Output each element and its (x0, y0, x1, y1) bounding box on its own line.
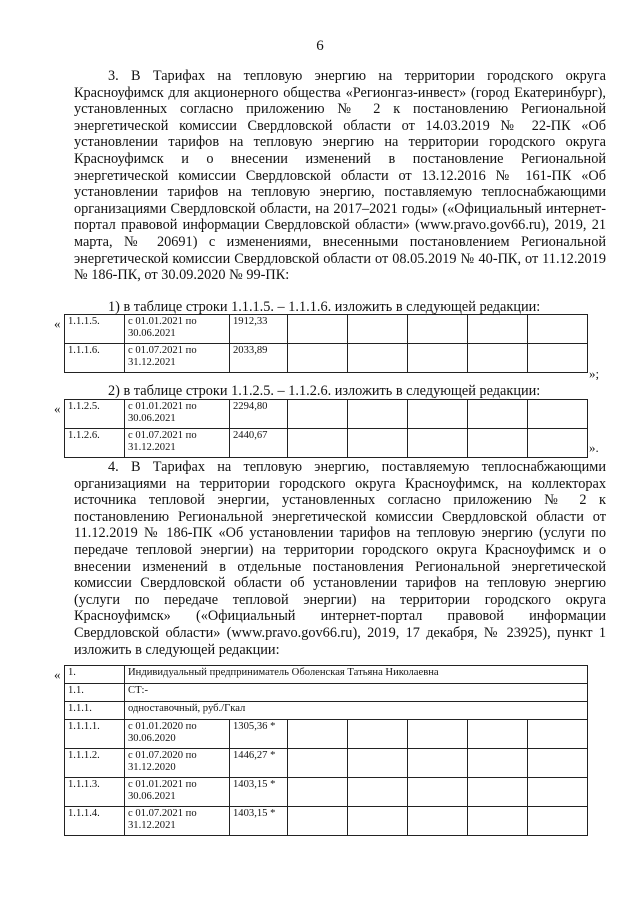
empty-cell (468, 315, 528, 344)
empty-cell (408, 429, 468, 458)
empty-cell (288, 315, 348, 344)
empty-cell (348, 720, 408, 749)
quote-open-3: « (54, 667, 61, 682)
empty-cell (288, 807, 348, 836)
row-period: с 01.01.2021 по 30.06.2021 (125, 400, 230, 429)
row-number: 1.1.2.5. (65, 400, 125, 429)
empty-cell (468, 807, 528, 836)
table-header-row (65, 684, 588, 702)
row-number: 1.1.1.5. (65, 315, 125, 344)
table-header-row (65, 666, 588, 684)
table-header-row (65, 702, 588, 720)
empty-cell (468, 429, 528, 458)
row-value: 1403,15 * (230, 807, 288, 836)
row-number: 1.1.1.1. (65, 720, 125, 749)
row-number: 1.1.2.6. (65, 429, 125, 458)
quote-open-2: « (54, 401, 61, 416)
empty-cell (348, 400, 408, 429)
row-number: 1. (65, 666, 125, 684)
empty-cell (468, 400, 528, 429)
empty-cell (408, 807, 468, 836)
empty-cell (528, 315, 588, 344)
row-number: 1.1.1. (65, 702, 125, 720)
empty-cell (408, 749, 468, 778)
empty-cell (288, 429, 348, 458)
quote-close-2: ». (589, 440, 599, 455)
row-value: 2033,89 (230, 344, 288, 373)
empty-cell (288, 778, 348, 807)
row-value: 1305,36 * (230, 720, 288, 749)
paragraph-4 (74, 459, 606, 658)
row-heading: одноставочный, руб./Гкал (125, 702, 588, 720)
table-row (65, 720, 588, 749)
quote-close-1: »; (589, 366, 600, 381)
item-1: 1) в таблице строки 1.1.1.5. – 1.1.1.6. изложить в следующей редакции: (108, 299, 541, 315)
row-period: с 01.07.2020 по 31.12.2020 (125, 749, 230, 778)
row-period: с 01.07.2021 по 31.12.2021 (125, 429, 230, 458)
table-row (65, 344, 588, 373)
empty-cell (528, 400, 588, 429)
item-2: 2) в таблице строки 1.1.2.5. – 1.1.2.6. изложить в следующей редакции: (108, 383, 541, 399)
page-number: 6 (316, 38, 324, 54)
row-number: 1.1.1.2. (65, 749, 125, 778)
tariff-table-1 (64, 314, 588, 373)
row-number: 1.1.1.6. (65, 344, 125, 373)
empty-cell (288, 720, 348, 749)
empty-cell (408, 720, 468, 749)
quote-open-1: « (54, 316, 61, 331)
paragraph-4-text: 4. В Тарифах на тепловую энергию, поставляемую теплоснабжающими организациями на территории городского округа Красноуфимск, на коллекторах источника тепловой энергии, установленных согласно приложению № 2 к постановлению Региональной энергетической комиссии Свердловской области от 11.12.2019 № 186-ПК «Об установлении тарифов на тепловую энергию (услуги по передаче тепловой энергии) на территории городского округа Красноуфимск и о внесении изменений в отдельные постановления Региональной энергетической комиссии Свердловской области об установлении тарифов на тепловую энергию (услуги по передаче тепловой энергии) на территории городского округа Красноуфимск» («Официальный интернет-портал правовой информации Свердловской области» (www.pravo.gov66.ru), 2019, 17 декабря, № 23925), пункт 1 изложить в следующей редакции: (74, 459, 606, 658)
empty-cell (528, 344, 588, 373)
empty-cell (348, 807, 408, 836)
row-value: 1446,27 * (230, 749, 288, 778)
tariff-table-3 (64, 665, 588, 836)
row-period: с 01.01.2021 по 30.06.2021 (125, 315, 230, 344)
empty-cell (348, 749, 408, 778)
empty-cell (348, 429, 408, 458)
empty-cell (348, 315, 408, 344)
empty-cell (468, 344, 528, 373)
empty-cell (288, 400, 348, 429)
empty-cell (408, 778, 468, 807)
row-value: 1403,15 * (230, 778, 288, 807)
row-number: 1.1.1.4. (65, 807, 125, 836)
row-value: 2294,80 (230, 400, 288, 429)
row-number: 1.1. (65, 684, 125, 702)
empty-cell (468, 778, 528, 807)
row-heading: СТ:- (125, 684, 588, 702)
row-period: с 01.01.2020 по 30.06.2020 (125, 720, 230, 749)
empty-cell (528, 429, 588, 458)
empty-cell (468, 720, 528, 749)
table-row (65, 778, 588, 807)
table-row (65, 315, 588, 344)
empty-cell (528, 778, 588, 807)
tariff-table-2 (64, 399, 588, 458)
paragraph-3 (74, 68, 606, 284)
table-row (65, 429, 588, 458)
row-value: 1912,33 (230, 315, 288, 344)
row-number: 1.1.1.3. (65, 778, 125, 807)
empty-cell (468, 749, 528, 778)
row-value: 2440,67 (230, 429, 288, 458)
row-heading: Индивидуальный предприниматель Оболенская Татьяна Николаевна (125, 666, 588, 684)
table-row (65, 749, 588, 778)
empty-cell (288, 344, 348, 373)
paragraph-3-text: 3. В Тарифах на тепловую энергию на территории городского округа Красноуфимск для акционерного общества «Регионгаз-инвест» (город Екатеринбург), установленных согласно приложению № 2 к постановлению Региональной энергетической комиссии Свердловской области от 14.03.2019 № 22-ПК «Об установлении тарифов на тепловую энергию на территории городского округа Красноуфимск и о внесении изменений в постановление Региональной энергетической комиссии Свердловской области от 13.12.2016 № 161-ПК «Об установлении тарифов на тепловую энергию, поставляемую теплоснабжающими организациями Свердловской области, на 2017–2021 годы» («Официальный интернет-портал правовой информации Свердловской области» (www.pravo.gov66.ru), 2019, 21 марта, № 20691) с изменениями, внесенными постановлением Региональной энергетической комиссии Свердловской области от 08.05.2019 № 40-ПК, от 11.12.2019 № 186-ПК, от 30.09.2020 № 99-ПК: (74, 68, 606, 284)
empty-cell (348, 778, 408, 807)
empty-cell (408, 315, 468, 344)
empty-cell (288, 749, 348, 778)
row-period: с 01.01.2021 по 30.06.2021 (125, 778, 230, 807)
empty-cell (408, 344, 468, 373)
empty-cell (408, 400, 468, 429)
empty-cell (528, 749, 588, 778)
table-row (65, 807, 588, 836)
empty-cell (348, 344, 408, 373)
row-period: с 01.07.2021 по 31.12.2021 (125, 344, 230, 373)
empty-cell (528, 720, 588, 749)
row-period: с 01.07.2021 по 31.12.2021 (125, 807, 230, 836)
empty-cell (528, 807, 588, 836)
table-row (65, 400, 588, 429)
